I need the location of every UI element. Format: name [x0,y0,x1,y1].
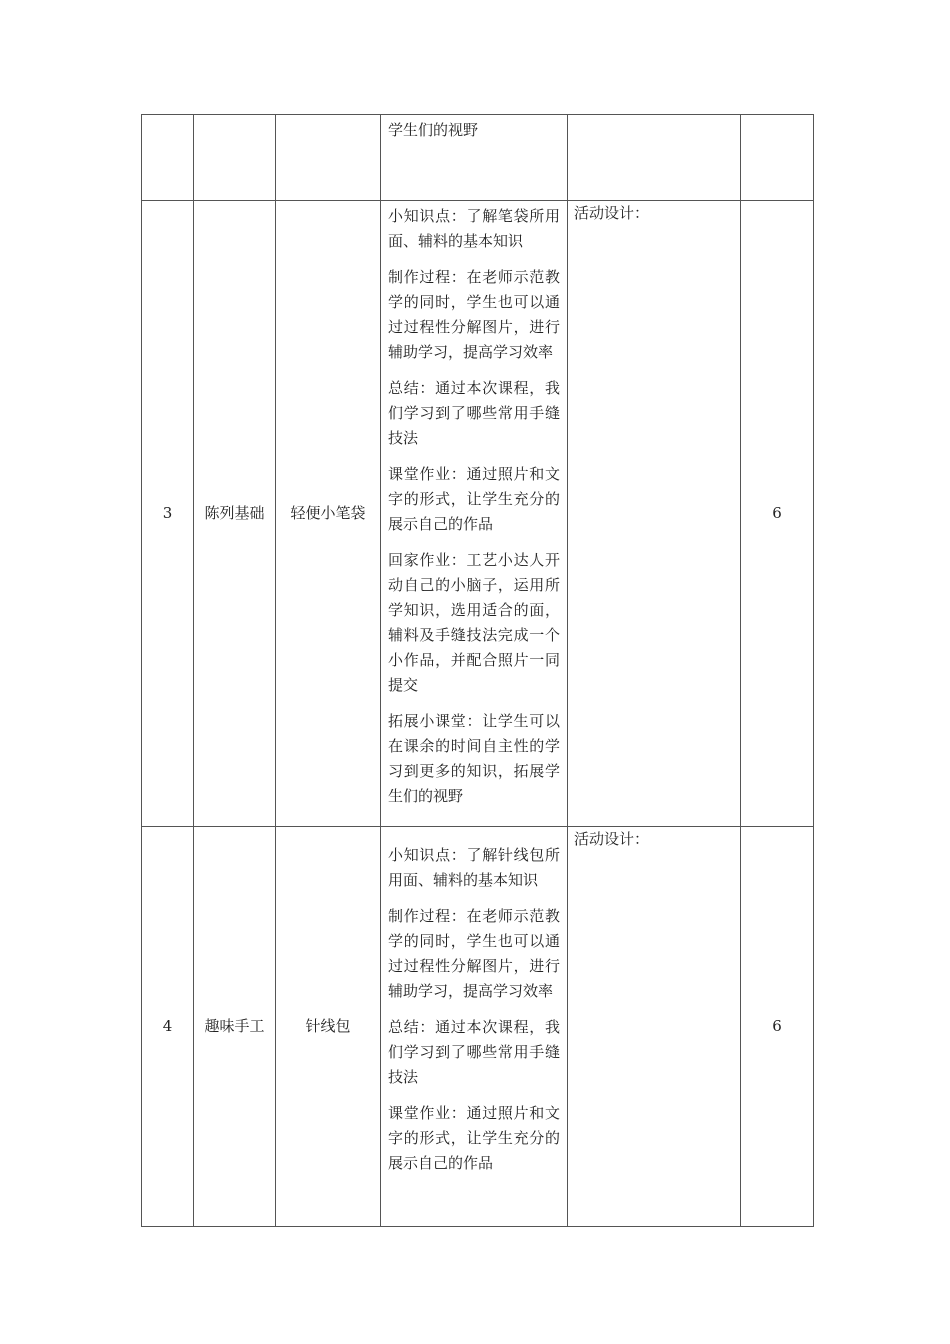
content-paragraph: 总结：通过本次课程，我们学习到了哪些常用手缝技法 [388,379,560,447]
table-row [142,827,814,1227]
lesson-number-cell [142,115,194,201]
lesson-title: 针线包 [305,1017,351,1035]
table-row [142,201,814,827]
activity-design-label: 活动设计： [574,204,650,222]
lesson-number: 3 [162,504,173,522]
lesson-hours-cell [741,827,814,1227]
lesson-title-cell [276,115,381,201]
lesson-type: 趣味手工 [204,1017,265,1035]
content-paragraph: 总结：通过本次课程，我们学习到了哪些常用手缝技法 [388,1018,560,1086]
lesson-title: 轻便小笔袋 [290,504,366,522]
activity-design-cell [568,201,741,827]
lesson-hours-cell [741,115,814,201]
lesson-number: 4 [162,1017,173,1035]
lesson-number-cell [142,827,194,1227]
lesson-type-cell [194,827,276,1227]
lesson-number-cell [142,201,194,827]
content-paragraph: 制作过程：在老师示范教学的同时，学生也可以通过过程性分解图片，进行辅助学习，提高学习效率 [388,907,560,1000]
content-paragraph: 拓展小课堂：让学生可以在课余的时间自主性的学习到更多的知识，拓展学生们的视野 [388,712,560,805]
lesson-hours-cell [741,201,814,827]
lesson-type-cell [194,115,276,201]
course-plan-table [141,114,814,1227]
lesson-title-cell [276,201,381,827]
content-paragraph: 小知识点：了解针线包所用面、辅料的基本知识 [388,846,560,889]
content-paragraph: 学生们的视野 [388,121,479,139]
lesson-type-cell [194,201,276,827]
content-paragraph: 课堂作业：通过照片和文字的形式，让学生充分的展示自己的作品 [388,465,560,533]
lesson-type: 陈列基础 [204,504,265,522]
lesson-hours: 6 [772,1017,782,1035]
table-row [142,115,814,201]
activity-design-label: 活动设计： [574,830,650,848]
lesson-content-cell [381,201,568,827]
activity-design-cell [568,827,741,1227]
activity-design-cell [568,115,741,201]
lesson-hours: 6 [772,504,782,522]
lesson-content-cell [381,827,568,1227]
content-paragraph: 小知识点：了解笔袋所用面、辅料的基本知识 [388,207,560,250]
lesson-title-cell [276,827,381,1227]
content-paragraph: 回家作业：工艺小达人开动自己的小脑子，运用所学知识，选用适合的面，辅料及手缝技法完成一个小作品，并配合照片一同提交 [388,551,560,694]
lesson-content-cell [381,115,568,201]
content-paragraph: 制作过程：在老师示范教学的同时，学生也可以通过过程性分解图片，进行辅助学习，提高学习效率 [388,268,560,361]
content-paragraph: 课堂作业：通过照片和文字的形式，让学生充分的展示自己的作品 [388,1104,560,1172]
